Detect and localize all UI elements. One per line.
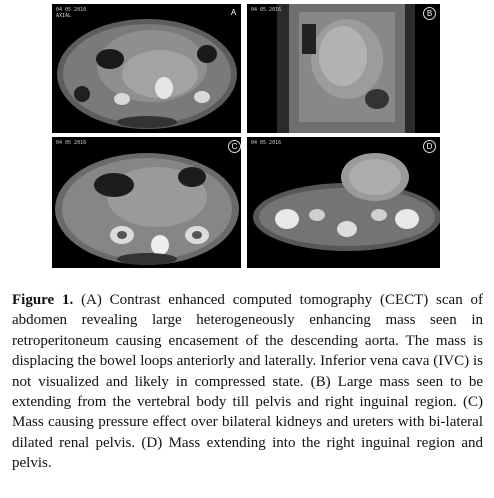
panel-a-metadata: 04 05 2016 AXIAL bbox=[56, 7, 87, 19]
ct-scan-image-b bbox=[247, 4, 440, 133]
panel-d-letter: D bbox=[423, 140, 436, 153]
panel-c-metadata: 04 05 2016 bbox=[56, 140, 87, 146]
ct-panel-a bbox=[52, 4, 241, 133]
ct-scan-image-d bbox=[247, 137, 440, 268]
panel-b-letter: B bbox=[423, 7, 436, 20]
panel-a-letter: A bbox=[230, 8, 237, 17]
ct-panel-b bbox=[247, 4, 440, 133]
ct-panel-c bbox=[52, 137, 241, 268]
panel-c-letter: C bbox=[228, 140, 241, 153]
caption-label: Figure 1. bbox=[12, 292, 74, 308]
caption-text: (A) Contrast enhanced computed tomography (CECT) scan of abdomen revealing large heterogeneously enhancing mass seen in retroperitoneum causing encasement of the descending aorta. The mass is displacing the bowel loops anteriorly and laterally. Inferior vena cava (IVC) is not visualized and likely in compressed state. (B) Large mass seen to be extending from the vertebral body till pelvis and right inguinal region. (C) Mass causing pressure effect over bilateral kidneys and ureters with bi-lateral dilated renal pelvis. (D) Mass extending into the right inguinal region and pelvis. bbox=[12, 292, 483, 472]
panel-d-metadata: 04 05 2016 bbox=[251, 140, 282, 146]
figure-caption bbox=[12, 290, 483, 474]
ct-scan-image-a bbox=[52, 4, 241, 133]
panel-b-metadata: 04 05 2016 bbox=[251, 7, 282, 13]
ct-panel-d bbox=[247, 137, 440, 268]
ct-scan-image-c bbox=[52, 137, 241, 268]
